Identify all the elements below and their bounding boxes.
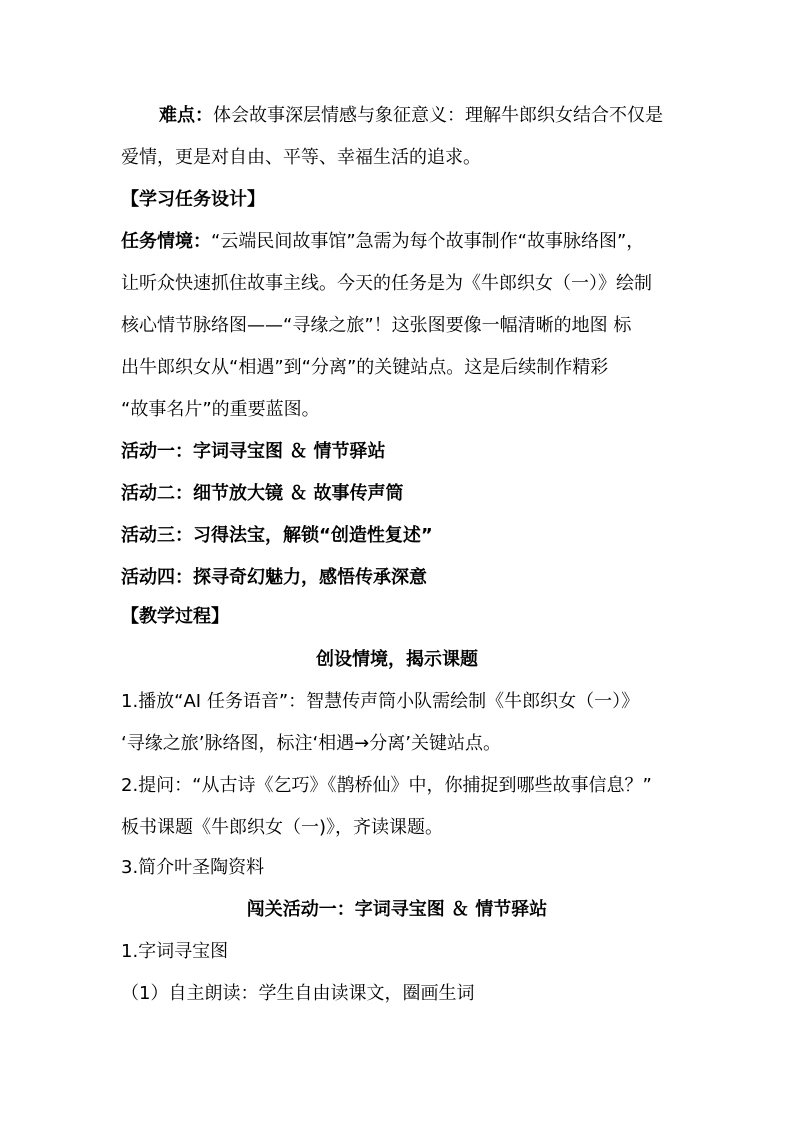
- activity-2: 活动二：细节放大镜 ＆ 故事传声筒: [121, 483, 404, 504]
- situation-text-1: “云端民间故事馆”急需为每个故事制作“故事脉络图”，: [211, 231, 645, 252]
- task-design-heading: 【学习任务设计】: [121, 189, 265, 210]
- sub-heading-1: 1.字词寻宝图: [121, 941, 229, 962]
- situation-line-1: [121, 229, 681, 255]
- situation-line-2: 让听众快速抓住故事主线。今天的任务是为《牛郎织女（一）》绘制: [121, 273, 652, 294]
- section-title-1: 创设情境，揭示课题: [316, 649, 478, 670]
- section-title-2: 闯关活动一：字词寻宝图 ＆ 情节驿站: [246, 899, 548, 920]
- activity-3: 活动三：习得法宝，解锁“创造性复述”: [121, 525, 433, 546]
- difficulty-line-2: 爱情，更是对自由、平等、幸福生活的追求。: [121, 147, 481, 168]
- situation-line-4: 出牛郎织女从“相遇”到“分离”的关键站点。这是后续制作精彩: [121, 357, 609, 378]
- step-1-line-2: ‘寻缘之旅’脉络图，标注‘相遇→分离’关键站点。: [121, 733, 501, 754]
- situation-label: 任务情境：: [121, 231, 211, 252]
- step-2-line-1: 2.提问：“从古诗《乞巧》《鹊桥仙》中，你捕捉到哪些故事信息？”: [121, 775, 652, 796]
- difficulty-label: 难点：: [159, 105, 213, 126]
- situation-line-5: “故事名片”的重要蓝图。: [121, 399, 320, 420]
- activity-1: 活动一：字词寻宝图 ＆ 情节驿站: [121, 441, 386, 462]
- step-1-line-1: 1.播放“AI 任务语音”：智慧传声筒小队需绘制《牛郎织女（一）》: [121, 691, 640, 712]
- sub-item-1: （1）自主朗读：学生自由读课文，圈画生词: [121, 983, 475, 1004]
- difficulty-line-1: [159, 103, 719, 129]
- step-3: 3.简介叶圣陶资料: [121, 857, 265, 878]
- teaching-process-heading: 【教学过程】: [121, 606, 229, 627]
- difficulty-text-1: 体会故事深层情感与象征意义：理解牛郎织女结合不仅是: [213, 105, 663, 126]
- step-2-line-2: 板书课题《牛郎织女（一)》，齐读课题。: [121, 817, 444, 838]
- activity-4: 活动四：探寻奇幻魅力，感悟传承深意: [121, 567, 427, 588]
- situation-line-3: 核心情节脉络图——“寻缘之旅”！这张图要像一幅清晰的地图 标: [121, 315, 632, 336]
